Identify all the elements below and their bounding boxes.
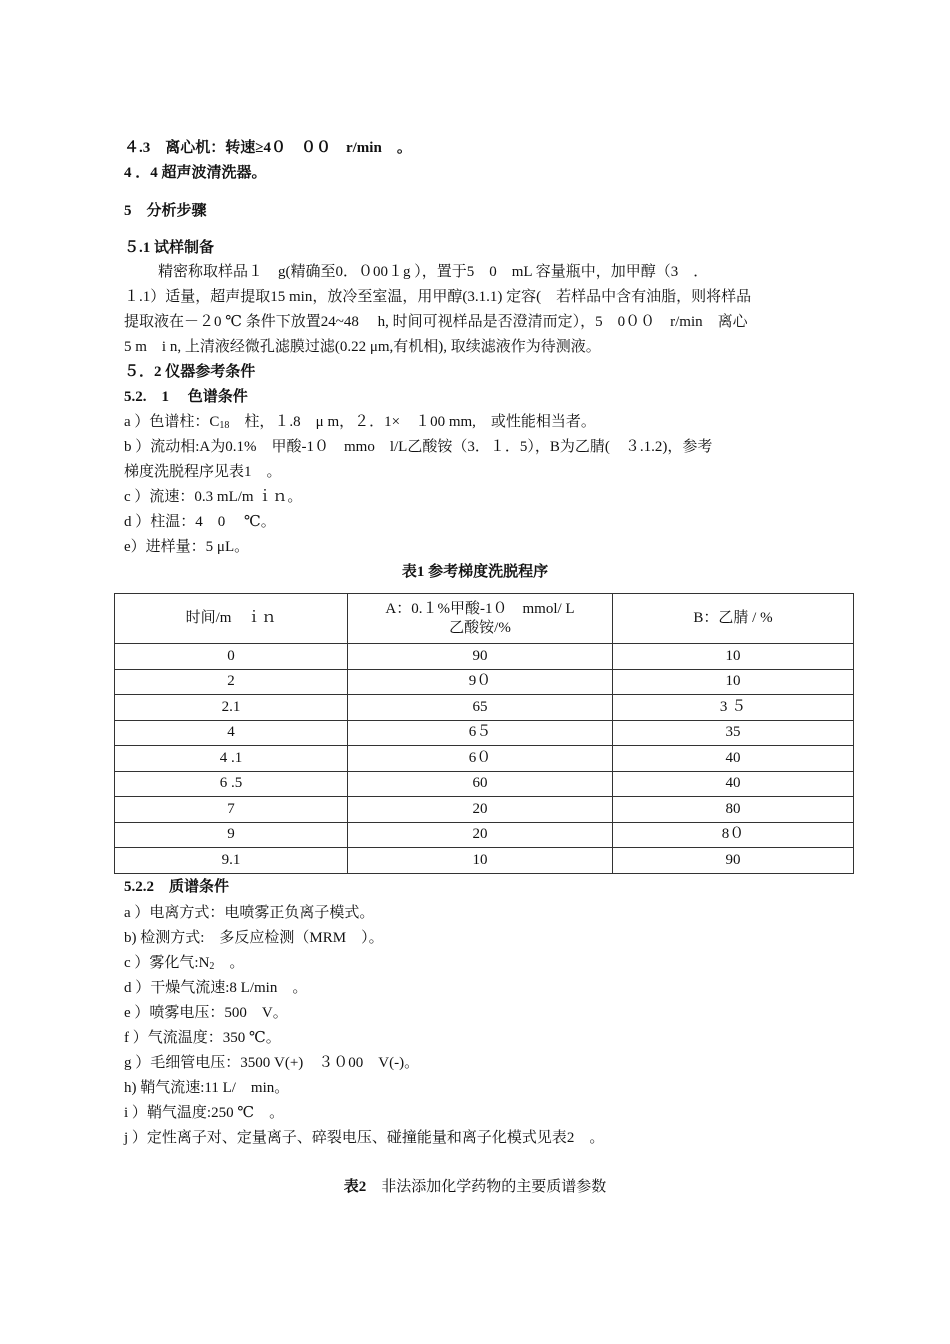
header-phase-a-line-2: 乙酸铵/% [449,619,511,636]
gradient-table [114,593,854,874]
table1-caption: 表1 参考梯度洗脱程序 [401,564,549,580]
header-time: 时间/m ｉｎ [115,594,348,644]
section-5-1-heading: ５.1 试样制备 [124,240,215,256]
ionization-mode-line: a ）电离方式：电喷雾正负离子模式。 [124,905,375,921]
table-header-row [115,594,854,644]
nebulizer-gas-subscript: 2 [209,961,215,972]
cell-phase-b: 80 [613,797,854,823]
cell-phase-b: 40 [613,771,854,797]
cell-phase-b: 40 [613,746,854,772]
spray-voltage-line: e ）喷雾电压：500 V。 [124,1005,288,1021]
lc-column-suffix: 柱，１.8 μ m，２．1× １00 mm, 或性能相当者。 [229,414,596,430]
cell-phase-b: 3 ５ [613,695,854,721]
cell-time: 6 .5 [115,771,348,797]
paragraph-line-2: １.1）适量，超声提取15 min，放冷至室温，用甲醇(3.1.1) 定容( 若样品中含有油脂，则将样品 [124,289,752,305]
nebulizer-gas-line [124,953,244,977]
cell-phase-a: 6０ [348,746,613,772]
cell-phase-a: 20 [348,797,613,823]
table-row [115,695,854,721]
table-row [115,746,854,772]
injection-volume-line: e）进样量：5 μL。 [124,539,250,555]
table-row [115,720,854,746]
cell-phase-b: 90 [613,848,854,874]
table2-caption-text: 非法添加化学药物的主要质谱参数 [366,1179,607,1195]
cell-time: 9.1 [115,848,348,874]
sheath-gas-flow-line: h) 鞘气流速:11 L/ min。 [124,1080,290,1096]
lc-column-subscript: 18 [219,420,230,431]
cell-phase-b: 10 [613,644,854,670]
paragraph-line-4: 5 m i n, 上清液经微孔滤膜过滤(0.22 μm,有机相), 取续滤液作为待测液。 [124,339,601,355]
flow-rate-line: c ）流速：0.3 mL/m ｉｎ。 [124,489,303,505]
mobile-phase-line-2: 梯度洗脱程序见表1 。 [124,464,282,480]
section-5-2-1-heading: 5.2. 1 色谱条件 [124,389,248,405]
cell-time: 9 [115,822,348,848]
section-5-heading: 5 分析步骤 [124,203,207,219]
cell-phase-b: 10 [613,669,854,695]
nebulizer-gas-prefix: c ）雾化气:N [124,955,210,971]
section-5-2-heading: ５．2 仪器参考条件 [124,364,256,380]
cell-time: 2 [115,669,348,695]
lc-column-prefix: a ）色谱柱：C [124,414,220,430]
table2-caption [0,1177,950,1197]
cell-phase-a: 65 [348,695,613,721]
nebulizer-gas-suffix: 。 [214,955,245,971]
table-row [115,644,854,670]
lc-column-line [124,412,596,436]
cell-time: 4 .1 [115,746,348,772]
header-phase-a [348,594,613,644]
header-phase-a-line-1: A：0.１%甲酸-1０ mmol/ L [385,600,575,617]
sheath-gas-temp-line: i ）鞘气温度:250 ℃ 。 [124,1105,285,1121]
paragraph-line-1: 精密称取样品１ g(精确至0．０00１g ），置于5 0 mL 容量瓶中，加甲醇（3 ． [158,264,709,280]
cell-phase-b: 35 [613,720,854,746]
cell-phase-a: 6５ [348,720,613,746]
gas-temperature-line: f ）气流温度：350 ℃。 [124,1030,281,1046]
item-4-3-centrifuge: ４.3 离心机：转速≥4０ ００ r/min 。 [124,140,412,156]
drying-gas-flow-line: d ）干燥气流速:8 L/min 。 [124,980,308,996]
table-row [115,822,854,848]
cell-phase-a: 60 [348,771,613,797]
cell-phase-b: 8０ [613,822,854,848]
table-row [115,669,854,695]
section-5-2-2-heading: 5.2.2 质谱条件 [124,879,230,895]
cell-phase-a: 90 [348,644,613,670]
table2-caption-label: 表2 [343,1179,367,1195]
cell-phase-a: 9０ [348,669,613,695]
cell-phase-a: 10 [348,848,613,874]
detection-mode-line: b) 检测方式: 多反应检测（MRM ）。 [124,930,384,946]
cell-time: 2.1 [115,695,348,721]
table-row [115,797,854,823]
cell-time: 4 [115,720,348,746]
header-phase-b: B：乙腈 / % [613,594,854,644]
table-row [115,848,854,874]
cell-phase-a: 20 [348,822,613,848]
ion-pairs-note-line: j ）定性离子对、定量离子、碎裂电压、碰撞能量和离子化模式见表2 。 [124,1130,605,1146]
capillary-voltage-line: g ）毛细管电压：3500 V(+) ３０00 V(-)。 [124,1055,420,1071]
column-temp-line: d ）柱温：4 0 ℃。 [124,514,276,530]
item-4-4-ultrasonic-cleaner: 4 ．4 超声波清洗器。 [124,165,267,181]
cell-time: 7 [115,797,348,823]
cell-time: 0 [115,644,348,670]
paragraph-line-3: 提取液在－２0 ℃ 条件下放置24~48 h, 时间可视样品是否澄清而定），5 0００ r/min 离心 [124,314,748,330]
table-row [115,771,854,797]
mobile-phase-line-1: b ）流动相:A为0.1% 甲酸-1０ mmo l/L乙酸铵（3．１．5），B为乙腈( ３.1.2)，参考 [124,439,713,455]
